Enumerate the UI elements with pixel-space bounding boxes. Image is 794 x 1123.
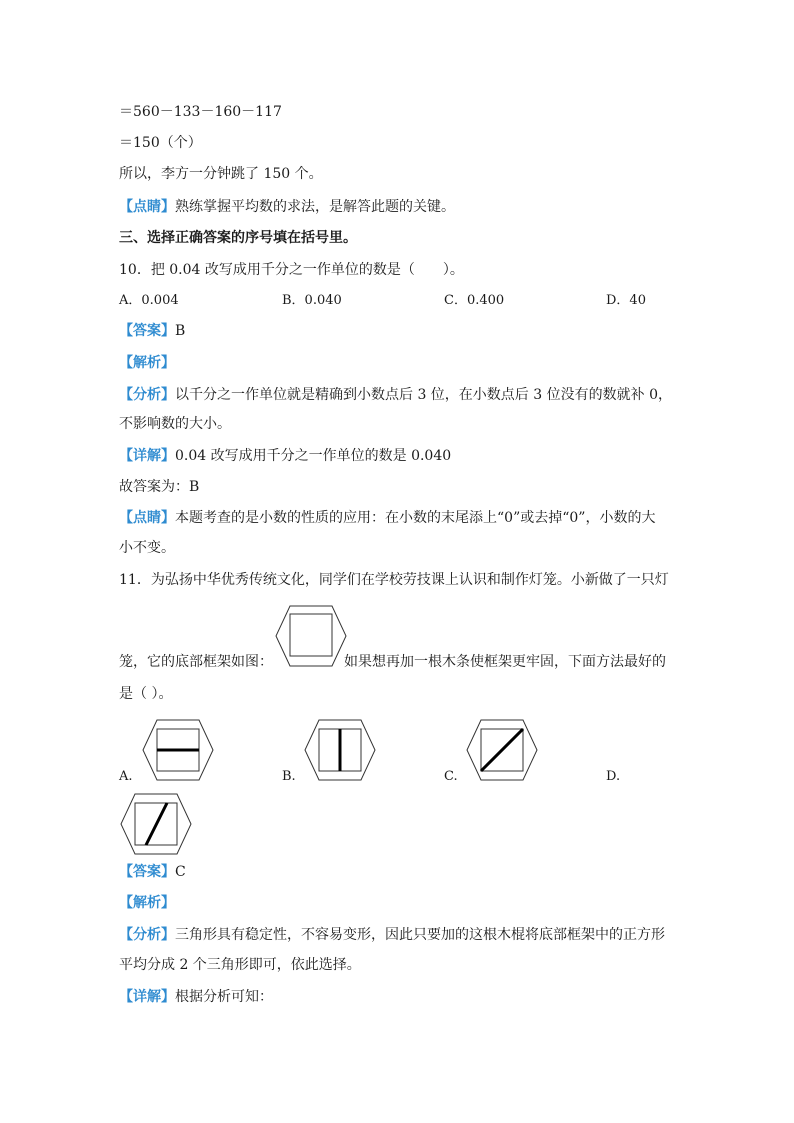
dianjing-text: 熟练掌握平均数的求法，是解答此题的关键。 [175, 199, 455, 215]
dianjing-text: 本题考查的是小数的性质的应用：在小数的末尾添上“0”或去掉“0”，小数的大 [175, 510, 656, 526]
q11-option-b-label: B. [282, 769, 296, 784]
q10-jiexi-tag: 【解析】 [119, 355, 175, 371]
q11-option-c-label: C. [444, 769, 458, 784]
fenxi-tag: 【分析】 [119, 387, 175, 403]
q11-jiexi-tag: 【解析】 [119, 895, 175, 911]
fenxi-text: 以千分之一作单位就是精确到小数点后 3 位，在小数点后 3 位没有的数就补 0， [175, 387, 672, 403]
question-11-line-1: 11．为弘扬中华优秀传统文化，同学们在学校劳技课上认识和制作灯笼。小新做了一只灯 [119, 572, 669, 588]
equation-line-1: ＝560－133－160－117 [119, 104, 282, 120]
q10-fenxi-1 [119, 385, 672, 405]
q10-xiangjie [119, 446, 451, 466]
fenxi-tag: 【分析】 [119, 927, 175, 943]
q11-xiangjie [119, 987, 273, 1007]
q11-option-a-label: A. [119, 769, 133, 784]
q11-option-d-label: D. [606, 769, 621, 784]
answer-value: C [175, 864, 186, 880]
option-a-figure [142, 719, 214, 781]
q10-fenxi-2: 不影响数的大小。 [119, 416, 231, 432]
q11-answer [119, 862, 186, 882]
question-11-line-2b: 如果想再加一根木条使框架更牢固，下面方法最好的 [344, 654, 666, 670]
xiangjie-tag: 【详解】 [119, 989, 175, 1005]
dianjing-tag: 【点睛】 [119, 510, 175, 526]
option-c-figure [466, 719, 538, 781]
q10-final-answer: 故答案为：B [119, 479, 200, 495]
equation-line-2: ＝150（个） [119, 135, 202, 151]
conclusion-line: 所以，李方一分钟跳了 150 个。 [119, 166, 323, 182]
xiangjie-tag: 【详解】 [119, 448, 175, 464]
q10-answer [119, 321, 185, 341]
question-10: 10．把 0.04 改写成用千分之一作单位的数是（ ）。 [119, 262, 464, 278]
q11-fenxi-1 [119, 925, 665, 945]
q10-dianjing-1 [119, 508, 655, 528]
dianjing-tag: 【点睛】 [119, 199, 175, 215]
answer-value: B [175, 323, 186, 339]
xiangjie-text: 0.04 改写成用千分之一作单位的数是 0.040 [175, 448, 452, 464]
q10-option-c: C．0.400 [444, 293, 505, 308]
option-d-figure [119, 792, 193, 856]
fenxi-text: 三角形具有稳定性，不容易变形，因此只要加的这根木棍将底部框架中的正方形 [175, 927, 665, 943]
answer-tag: 【答案】 [119, 323, 175, 339]
q10-option-b: B．0.040 [282, 293, 342, 308]
answer-tag: 【答案】 [119, 864, 175, 880]
q10-option-a: A．0.004 [119, 293, 179, 308]
question-11-line-2a: 笼，它的底部框架如图： [119, 654, 273, 670]
q10-dianjing-2: 小不变。 [119, 540, 175, 556]
q11-fenxi-2: 平均分成 2 个三角形即可，依此选择。 [119, 957, 361, 973]
section-heading: 三、选择正确答案的序号填在括号里。 [119, 230, 357, 246]
dianjing-line [119, 197, 455, 217]
option-b-figure [304, 719, 376, 781]
xiangjie-text: 根据分析可知： [175, 989, 273, 1005]
question-11-line-3: 是（ ）。 [119, 686, 173, 702]
q10-option-d: D．40 [606, 293, 646, 308]
lantern-frame-figure [274, 604, 348, 668]
